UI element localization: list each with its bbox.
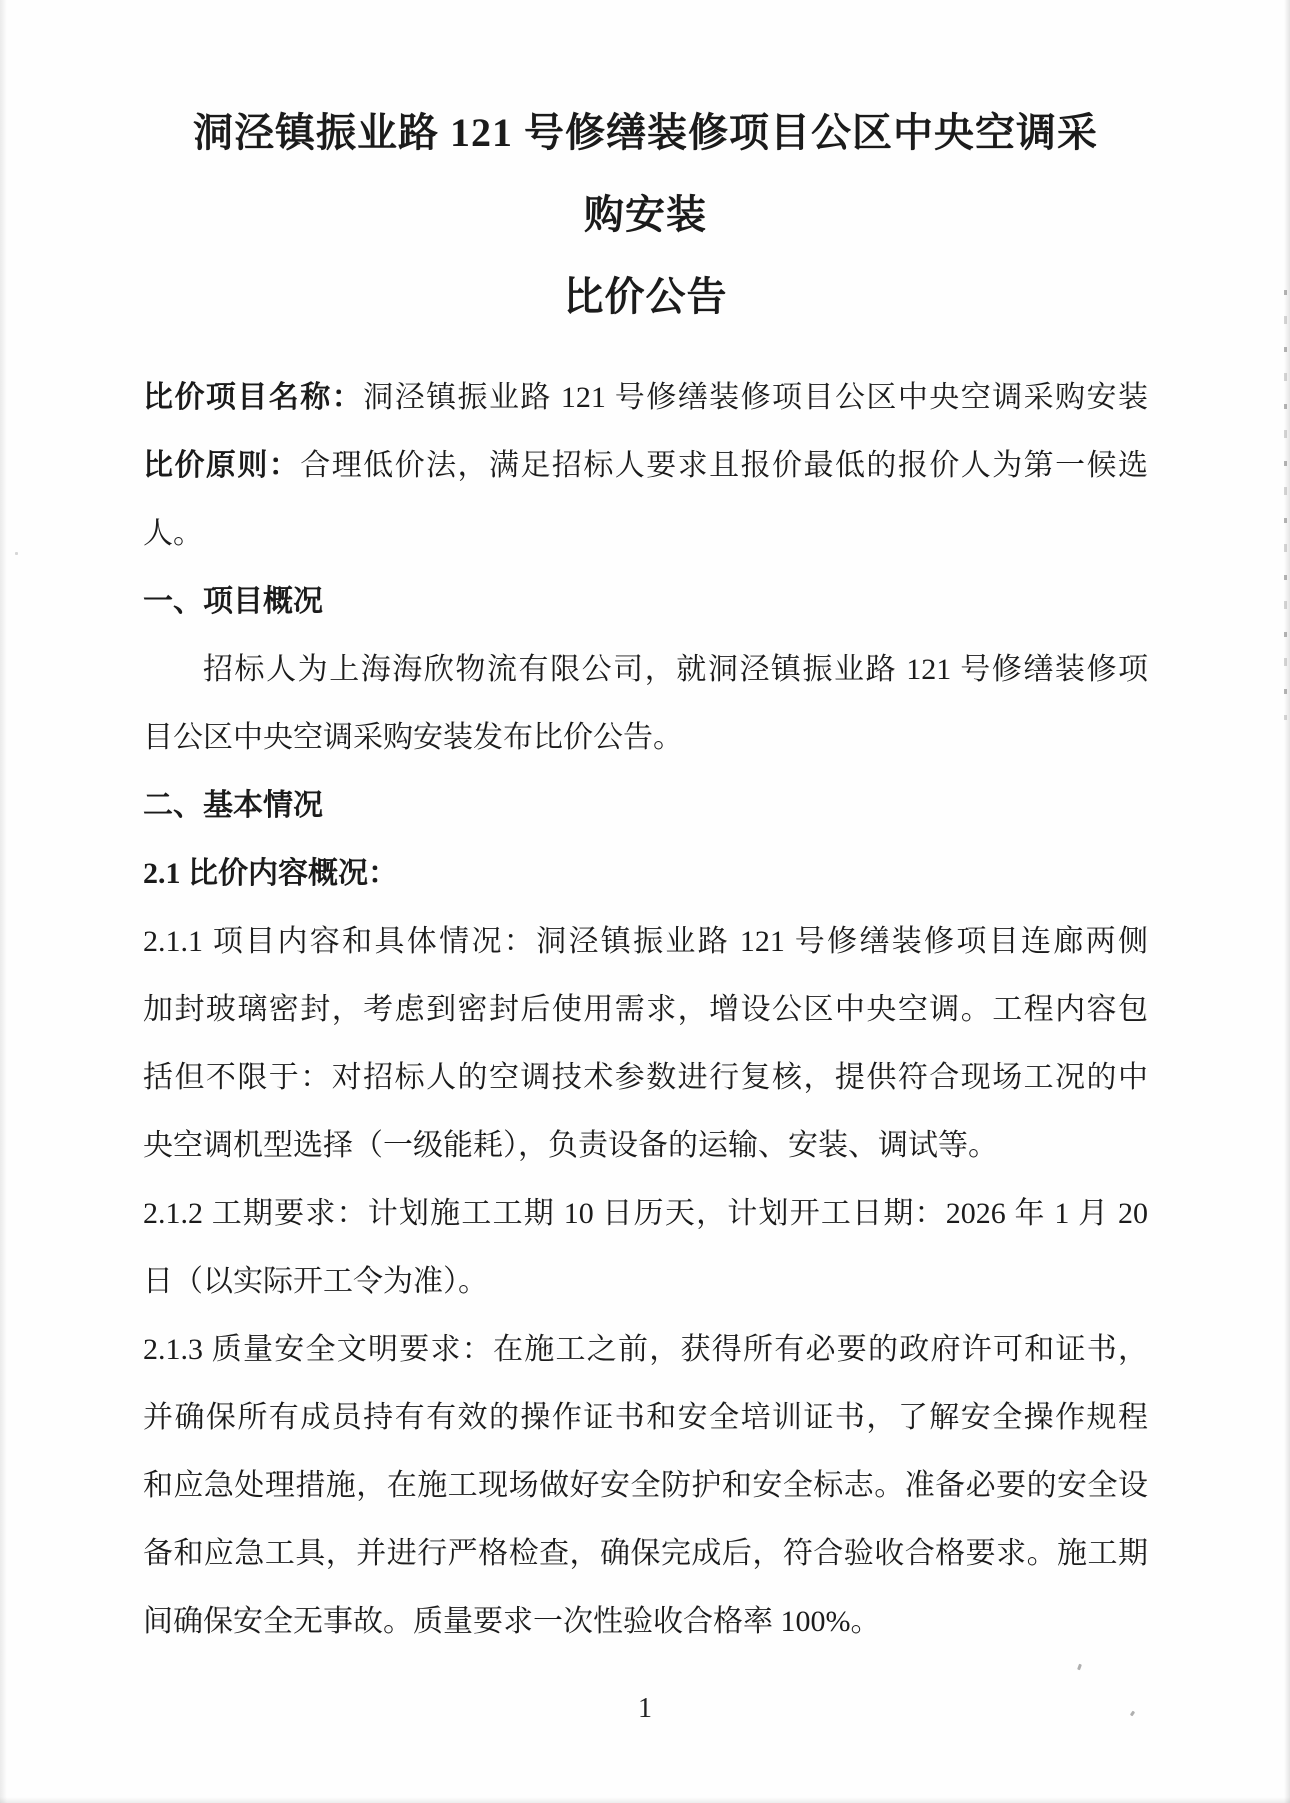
scan-edge-artifact-left	[0, 0, 7, 1803]
document-title-line-2: 购安装	[584, 192, 707, 237]
scan-speck	[1077, 1664, 1082, 1671]
scan-edge-artifact-bottom	[0, 1797, 1290, 1803]
document-title-line-1: 洞泾镇振业路 121 号修缮装修项目公区中央空调采	[193, 110, 1098, 155]
scan-edge-artifact-right	[1284, 0, 1290, 1803]
section-heading-project-overview: 一、项目概况	[143, 585, 323, 618]
scan-speck	[15, 552, 18, 555]
document-title	[143, 92, 1148, 338]
document-body	[143, 364, 1148, 1656]
subsection-heading-2-1: 2.1 比价内容概况：	[143, 857, 398, 890]
field-project-name-label: 比价项目名称：	[143, 381, 364, 414]
document-title-line-3: 比价公告	[563, 274, 728, 319]
paragraph-2-1-1-line-2: 加封玻璃密封，考虑到密封后使用需求，增设公区中央空调。工程内容包	[143, 993, 1148, 1026]
field-pricing-principle-label: 比价原则：	[143, 449, 301, 482]
paragraph-2-1-1-line-3: 括但不限于：对招标人的空调技术参数进行复核，提供符合现场工况的中	[143, 1061, 1148, 1094]
field-pricing-principle-value: 合理低价法，满足招标人要求且报价最低的报价人为第一候选	[300, 449, 1149, 482]
paragraph-project-overview-line-1: 招标人为上海海欣物流有限公司，就洞泾镇振业路 121 号修缮装修项	[203, 653, 1148, 686]
page-number: 1	[638, 1693, 652, 1724]
field-pricing-principle-line-1	[143, 432, 1148, 500]
paragraph-2-1-1-line-1: 2.1.1 项目内容和具体情况：洞泾镇振业路 121 号修缮装修项目连廊两侧	[143, 925, 1148, 958]
paragraph-2-1-3-line-4: 备和应急工具，并进行严格检查，确保完成后，符合验收合格要求。施工期	[143, 1537, 1148, 1570]
paragraph-project-overview-line-2: 目公区中央空调采购安装发布比价公告。	[143, 721, 683, 754]
paragraph-2-1-1-line-4: 央空调机型选择（一级能耗），负责设备的运输、安装、调试等。	[143, 1129, 998, 1162]
field-pricing-principle-line-2: 人。	[143, 517, 203, 550]
paragraph-2-1-3-line-3: 和应急处理措施，在施工现场做好安全防护和安全标志。准备必要的安全设	[143, 1469, 1148, 1502]
paragraph-2-1-3-line-1: 2.1.3 质量安全文明要求：在施工之前，获得所有必要的政府许可和证书，	[143, 1333, 1148, 1366]
field-project-name	[143, 364, 1148, 432]
field-project-name-value: 洞泾镇振业路 121 号修缮装修项目公区中央空调采购安装	[363, 381, 1149, 414]
paragraph-2-1-2-line-2: 日（以实际开工令为准）。	[143, 1265, 488, 1298]
paragraph-2-1-2-line-1: 2.1.2 工期要求：计划施工工期 10 日历天，计划开工日期：2026 年 1 月 20	[143, 1197, 1148, 1230]
scan-dash-artifacts	[1284, 290, 1287, 720]
paragraph-2-1-3-line-2: 并确保所有成员持有有效的操作证书和安全培训证书，了解安全操作规程	[143, 1401, 1148, 1434]
section-heading-basic-info: 二、基本情况	[143, 789, 323, 822]
paragraph-2-1-3-line-5: 间确保安全无事故。质量要求一次性验收合格率 100%。	[143, 1605, 881, 1638]
